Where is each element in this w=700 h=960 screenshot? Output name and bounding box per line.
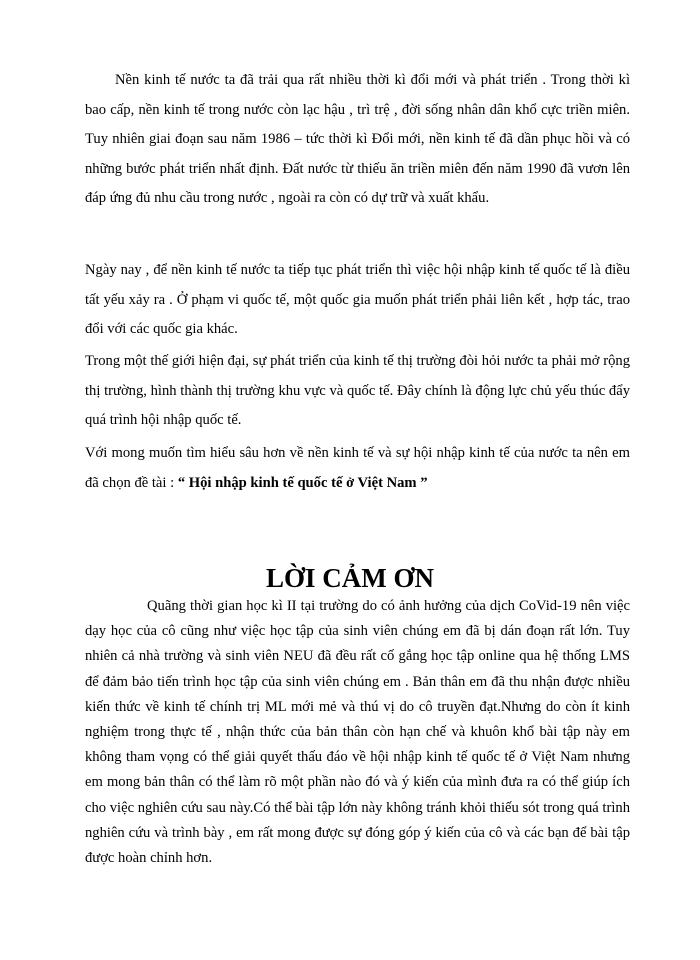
thanks-heading: LỜI CẢM ƠN	[266, 563, 434, 593]
topic-lead-text: Với mong muốn tìm hiểu sâu hơn về nền kinh tế và sự hội nhập kinh tế của nước ta nên em đã chọn đề tài :	[85, 445, 630, 491]
intro-paragraph-2: Ngày nay , để nền kinh tế nước ta tiếp tục phát triển thì việc hội nhập kinh tế quốc tế là điều tất yếu xảy ra . Ở phạm vi quốc tế, một quốc gia muốn phát triển phải liên kết , hợp tác, trao đổi với các quốc gia khác.	[85, 262, 630, 337]
topic-title: “ Hội nhập kinh tế quốc tế ở Việt Nam ”	[177, 474, 428, 491]
thanks-paragraph: Quãng thời gian học kì II tại trường do có ảnh hưởng của dịch CoVid-19 nên việc dạy học của cô cũng như việc học tập của sinh viên chúng em đã bị dán đoạn rất lớn. Tuy nhiên cả nhà trường và sinh viên NEU đã đều rất cố gắng học tập online qua hệ thống LMS để đảm bảo tiến trình học tập của sinh viên chúng em . Bản thân em đã thu nhận được nhiều kiến thức về kinh tế chính trị ML mới mẻ và thú vị do cô truyền đạt.Nhưng do còn ít kinh nghiệm trong thực tế , nhận thức của bản thân còn hạn chế và khuôn khổ bài tập này em không tham vọng có thể giải quyết thấu đáo về hội nhập kinh tế quốc tế ở Việt Nam nhưng em mong bản thân có thể làm rõ một phần nào đó và ý kiến của mình đưa ra có thể giúp ích cho việc nghiên cứu sau này.Có thể bài tập lớn này không tránh khỏi thiếu sót trong quá trình nghiên cứu và trình bày , em rất mong được sự đóng góp ý kiến của cô và các bạn để bài tập được hoàn chỉnh hơn.	[85, 598, 630, 867]
intro-paragraph-1: Nền kinh tế nước ta đã trải qua rất nhiều thời kì đổi mới và phát triển . Trong thời kì bao cấp, nền kinh tế trong nước còn lạc hậu , trì trệ , đời sống nhân dân khổ cực triền miên. Tuy nhiên giai đoạn sau năm 1986 – tức thời kì Đổi mới, nền kinh tế đã dần phục hồi và có những bước phát triển nhất định. Đất nước từ thiếu ăn triền miên đến năm 1990 đã vươn lên đáp ứng đủ nhu cầu trong nước , ngoài ra còn có dự trữ và xuất khẩu.	[85, 72, 630, 206]
intro-paragraph-3: Trong một thế giới hiện đại, sự phát triển của kinh tế thị trường đòi hỏi nước ta phải mở rộng thị trường, hình thành thị trường khu vực và quốc tế. Đây chính là động lực chủ yếu thúc đẩy quá trình hội nhập quốc tế.	[85, 353, 630, 428]
topic-paragraph	[85, 439, 630, 498]
